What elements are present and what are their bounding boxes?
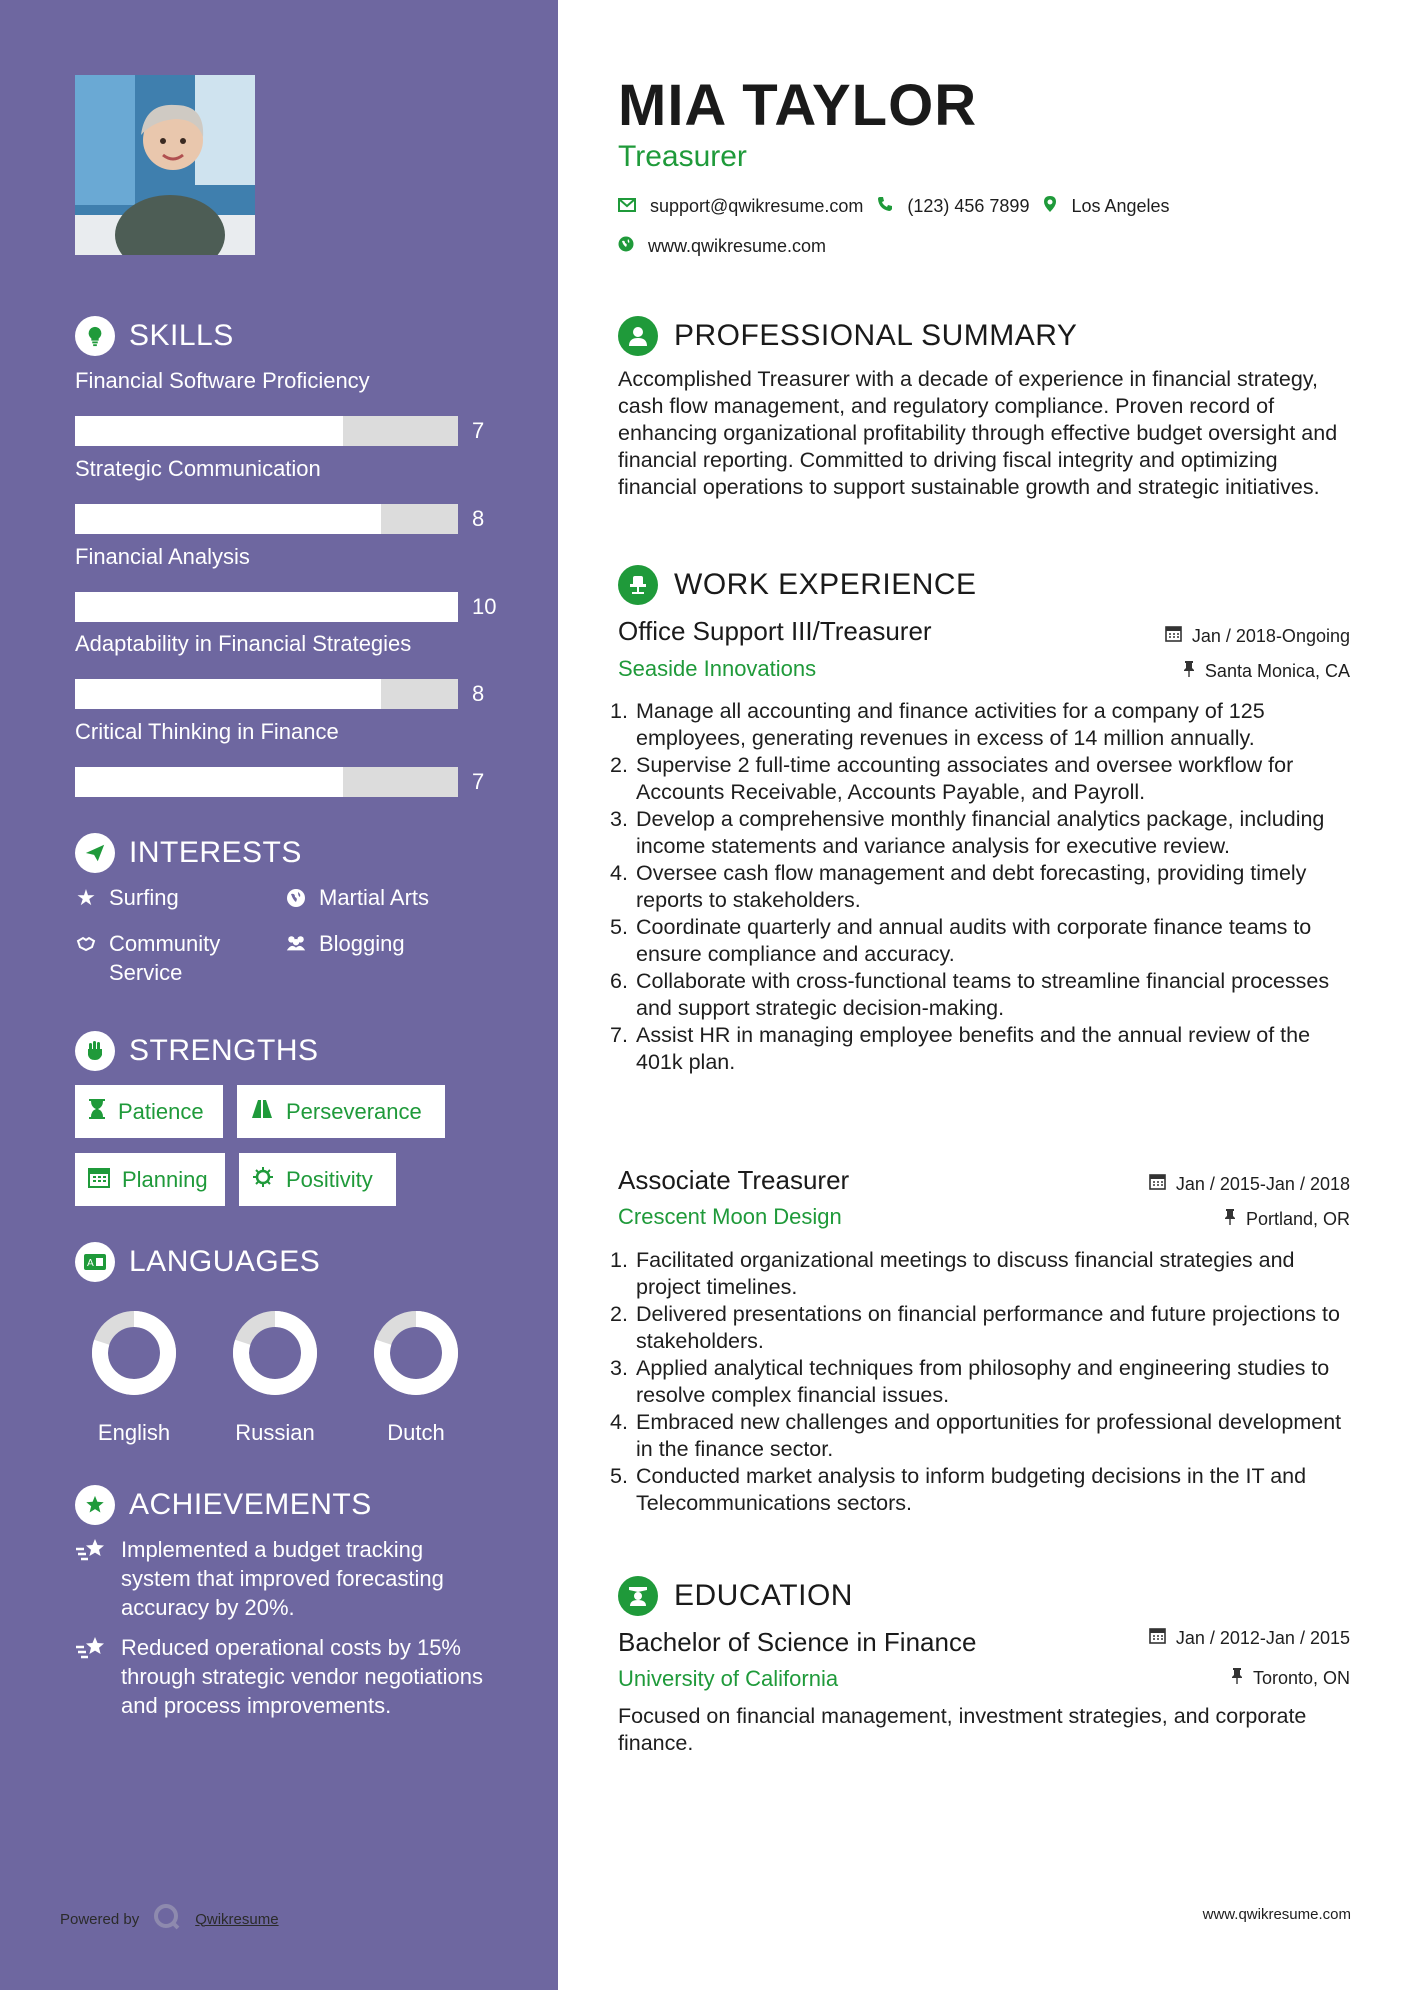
interest-label: Blogging (319, 931, 405, 956)
language-item (366, 1303, 466, 1446)
candidate-name: MIA TAYLOR (618, 73, 978, 138)
education-text: Focused on financial management, investment strategies, and corporate finance. (618, 1704, 1307, 1755)
skill-label: Adaptability in Financial Strategies (75, 631, 412, 656)
summary-title: PROFESSIONAL SUMMARY (674, 319, 1078, 352)
calendar-icon (88, 1166, 110, 1194)
map-marker-icon (1043, 195, 1057, 218)
language-donut (225, 1303, 325, 1403)
qwikresume-link[interactable]: Qwikresume (195, 1910, 279, 1928)
shooting-star-icon (75, 1535, 109, 1622)
interest-item (285, 929, 405, 958)
language-name: Dutch (387, 1420, 445, 1445)
contact-location: Los Angeles (1071, 196, 1170, 216)
duty-item: Collaborate with cross-functional teams to streamline financial processes and support strategic decision-making. (636, 969, 1330, 1020)
duty-item: Delivered presentations on financial performance and future projections to stakeholders. (636, 1302, 1340, 1353)
summary-heading (618, 316, 1077, 356)
calendar-icon (1149, 1173, 1166, 1195)
contact-website[interactable]: www.qwikresume.com (648, 236, 827, 256)
duty-item: Assist HR in managing employee benefits and the annual review of the 401k plan. (636, 1023, 1311, 1074)
contact-row (618, 195, 1170, 218)
skill-bar (75, 504, 458, 534)
job-company: Crescent Moon Design (618, 1204, 842, 1229)
languages-title: LANGUAGES (129, 1245, 321, 1278)
skill-item (75, 719, 505, 794)
job-dates-text: Jan / 2015-Jan / 2018 (1175, 1173, 1350, 1194)
duty-item: Applied analytical techniques from philosophy and engineering studies to resolve complex financial issues. (636, 1356, 1330, 1407)
road-icon (250, 1099, 274, 1125)
skill-bar-fill (75, 504, 381, 534)
achievements-title: ACHIEVEMENTS (129, 1488, 372, 1521)
contact-email[interactable]: support@qwikresume.com (650, 196, 864, 216)
duty-item: Facilitated organizational meetings to discuss financial strategies and project timelines. (636, 1248, 1295, 1299)
languages-heading (75, 1242, 320, 1282)
duty-item: Manage all accounting and finance activities for a company of 125 employees, generating revenues in excess of 14 million annually. (636, 699, 1265, 750)
skill-item (75, 368, 505, 443)
sun-icon (252, 1166, 274, 1194)
education-heading (618, 1576, 853, 1616)
strength-badge (75, 1153, 225, 1206)
skill-label: Financial Analysis (75, 544, 250, 569)
contact-phone: (123) 456 7899 (907, 196, 1030, 216)
hourglass-icon (88, 1098, 106, 1126)
achievements-heading (75, 1485, 372, 1525)
skill-score: 7 (472, 418, 485, 443)
achievement-text: Implemented a budget tracking system that improved forecasting accuracy by 20%. (121, 1537, 444, 1620)
powered-by-label: Powered by (60, 1910, 140, 1928)
skill-bar (75, 592, 458, 622)
pushpin-icon (1183, 660, 1195, 682)
phone-icon (877, 196, 893, 217)
duty-item: Oversee cash flow management and debt forecasting, providing timely reports to stakeholders. (636, 861, 1307, 912)
lightbulb-icon (75, 316, 115, 356)
skill-bar (75, 767, 458, 797)
job-dates-text: Jan / 2018-Ongoing (1191, 625, 1350, 646)
star-icon: ★ (76, 885, 96, 910)
duty-item: Coordinate quarterly and annual audits with corporate finance teams to ensure compliance and accuracy. (636, 915, 1312, 966)
education-degree: Bachelor of Science in Finance (618, 1627, 977, 1657)
job-dates (1149, 1173, 1350, 1195)
interest-item (75, 929, 275, 987)
skill-item (75, 544, 505, 619)
handshake-icon (75, 929, 97, 958)
skill-bar-fill (75, 592, 458, 622)
calendar-icon (1165, 625, 1182, 647)
duty-item: Develop a comprehensive monthly financial analytics package, including income statements and variance analysis for executive review. (636, 807, 1325, 858)
language-item (225, 1303, 325, 1446)
skill-label: Financial Software Proficiency (75, 368, 370, 393)
language-donut (84, 1303, 184, 1403)
skill-score: 8 (472, 506, 485, 531)
summary-text: Accomplished Treasurer with a decade of experience in financial strategy, cash flow management, and regulatory compliance. Proven record of enhancing organizational profitability through effective budget oversight and financial reporting. Committed to driving fiscal integrity and optimizing financial operations to support sustainable growth and strategic initiatives. (618, 367, 1338, 499)
skill-bar (75, 416, 458, 446)
interest-item (285, 883, 429, 912)
education-dates (1149, 1627, 1350, 1649)
job-location-text: Santa Monica, CA (1204, 660, 1350, 681)
svg-text:A: A (87, 1258, 94, 1269)
interest-item (75, 883, 179, 912)
pushpin-icon (1224, 1208, 1236, 1230)
education-location-text: Toronto, ON (1252, 1667, 1350, 1688)
skill-score: 10 (472, 594, 497, 619)
language-icon (75, 1242, 115, 1282)
interest-label: Community Service (109, 931, 221, 985)
contact-row (618, 236, 826, 257)
strength-label: Planning (122, 1166, 208, 1192)
globe-icon (618, 236, 634, 257)
job-duties-list (618, 698, 1353, 1076)
skills-heading (75, 316, 234, 356)
skill-bar-fill (75, 767, 343, 797)
experience-title: WORK EXPERIENCE (674, 568, 977, 601)
main-content (558, 0, 1407, 1990)
pushpin-icon (1231, 1667, 1243, 1689)
achievement-text: Reduced operational costs by 15% through strategic vendor negotiations and process improvements. (121, 1635, 484, 1718)
skill-item (75, 456, 505, 531)
job-role: Associate Treasurer (618, 1165, 850, 1195)
strength-label: Positivity (286, 1166, 373, 1192)
interest-label: Martial Arts (319, 885, 430, 910)
experience-heading (618, 565, 977, 605)
sidebar (0, 0, 558, 1990)
globe-icon (285, 883, 307, 912)
job-location-text: Portland, OR (1245, 1208, 1350, 1229)
duty-item: Supervise 2 full-time accounting associates and oversee workflow for Accounts Receivable, Accounts Payable, and Payroll. (636, 753, 1294, 804)
skill-label: Critical Thinking in Finance (75, 719, 339, 744)
footer-website-link[interactable]: www.qwikresume.com (1202, 1906, 1351, 1923)
skill-bar (75, 679, 458, 709)
strengths-title: STRENGTHS (129, 1034, 319, 1067)
skill-bar-fill (75, 416, 343, 446)
users-icon (285, 929, 307, 958)
education-title: EDUCATION (674, 1579, 853, 1612)
strength-label: Patience (118, 1098, 204, 1124)
strength-badge (239, 1153, 396, 1206)
strength-badge (237, 1085, 445, 1138)
strength-badge (75, 1085, 223, 1138)
fist-icon (75, 1031, 115, 1071)
education-dates-text: Jan / 2012-Jan / 2015 (1175, 1627, 1350, 1648)
interests-title: INTERESTS (129, 836, 302, 869)
strengths-heading (75, 1031, 319, 1071)
award-star-icon (75, 1485, 115, 1525)
strength-label: Perseverance (286, 1098, 422, 1124)
job-duties-list (618, 1247, 1353, 1517)
skill-score: 7 (472, 769, 485, 794)
graduate-icon (618, 1576, 658, 1616)
profile-photo (75, 75, 255, 255)
education-location (1231, 1667, 1350, 1689)
powered-by (60, 1903, 279, 1935)
achievement-item (75, 1535, 495, 1622)
interests-heading (75, 833, 302, 873)
education-school: University of California (618, 1666, 839, 1691)
duty-item: Embraced new challenges and opportunities for professional development in the finance sector. (636, 1410, 1342, 1461)
job-location (1183, 660, 1350, 682)
language-name: Russian (235, 1420, 315, 1445)
paper-plane-icon (75, 833, 115, 873)
skill-bar-fill (75, 679, 381, 709)
language-item (84, 1303, 184, 1446)
language-name: English (97, 1420, 171, 1445)
shooting-star-icon (75, 1633, 109, 1720)
interest-label: Surfing (109, 885, 179, 910)
skill-item (75, 631, 505, 706)
qwikresume-logo-icon (153, 1903, 181, 1935)
job-location (1224, 1208, 1350, 1230)
job-role: Office Support III/Treasurer (618, 616, 932, 646)
duty-item: Conducted market analysis to inform budgeting decisions in the IT and Telecommunications sectors. (636, 1464, 1307, 1515)
candidate-title: Treasurer (618, 140, 747, 173)
skills-title: SKILLS (129, 319, 234, 352)
job-company: Seaside Innovations (618, 656, 817, 681)
calendar-icon (1149, 1627, 1166, 1649)
user-icon (618, 316, 658, 356)
briefcase-chair-icon (618, 565, 658, 605)
envelope-icon (618, 196, 636, 217)
job-dates (1165, 625, 1350, 647)
skill-label: Strategic Communication (75, 456, 321, 481)
achievement-item (75, 1633, 495, 1720)
skill-score: 8 (472, 681, 485, 706)
language-donut (366, 1303, 466, 1403)
